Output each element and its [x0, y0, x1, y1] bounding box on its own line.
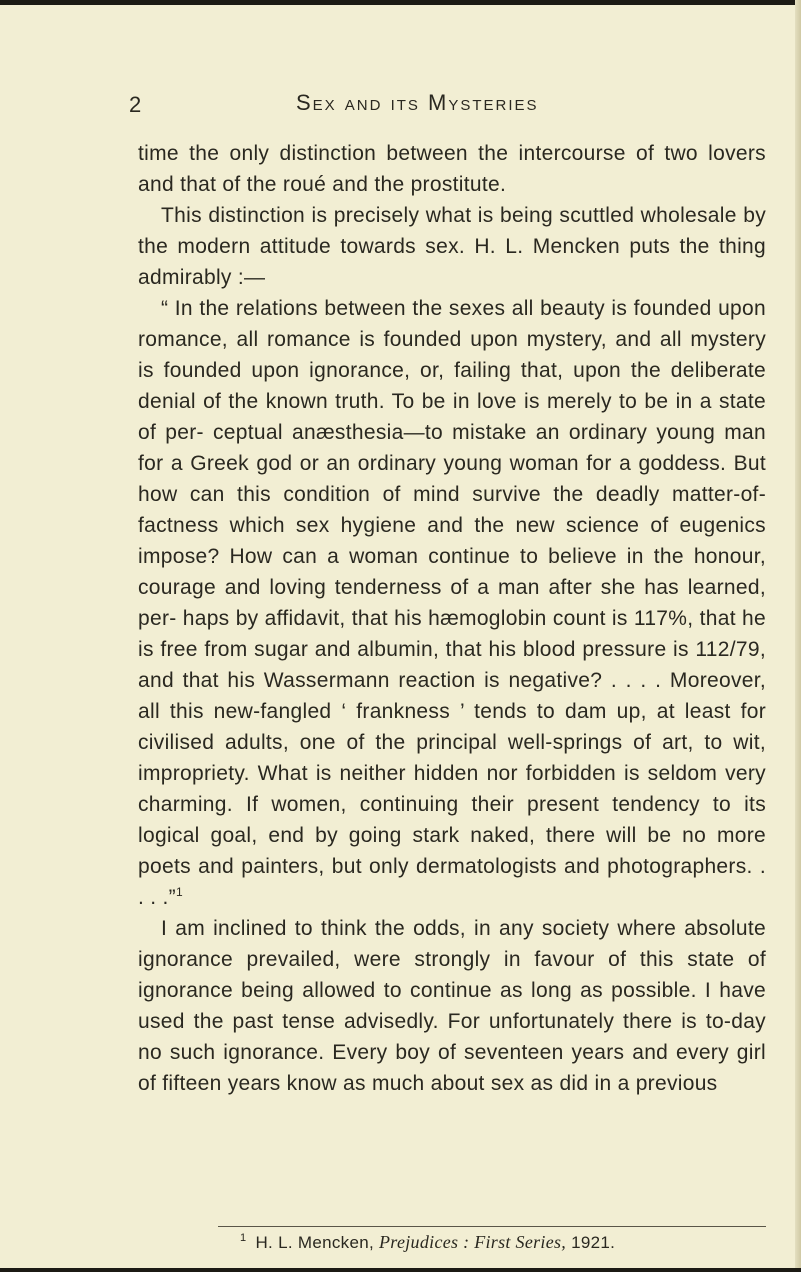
page-number: 2	[129, 92, 143, 117]
body-text	[138, 138, 766, 1099]
footnote-author: H. L. Mencken,	[255, 1233, 374, 1252]
paragraph: This distinction is precisely what is being scuttled wholesale by the modern attitude towards sex. H. L. Mencken puts the thing admirably :—	[138, 204, 766, 289]
paragraph: I am inclined to think the odds, in any society where absolute ignorance prevailed, were strongly in favour of this state of ignorance being allowed to continue as long as possible. I have used the past tense advisedly. For unfortunately there is to-day no such ignorance. Every boy of seventeen years and every girl of fifteen years know as much about sex as did in a previous	[138, 917, 766, 1095]
footnote-mark: 1	[240, 1232, 247, 1245]
quote-text: “ In the relations between the sexes all beauty is founded upon romance, all romance is founded upon mystery, and all mystery is founded upon ignorance, or, failing that, upon the deliberate denial of the known truth. To be in love is merely to be in a state of per- ceptual anæsthesia—to mistake an ordinary young man for a Greek god or an ordinary young woman for a goddess. But how can this condition of mind survive the deadly matter-of-factness which sex hygiene and the new science of eugenics impose? How can a woman continue to believe in the honour, courage and loving tenderness of a man after she has learned, per- haps by affidavit, that his hæmoglobin count is 117%, that he is free from sugar and albumin, that his blood pressure is 112/79, and that his Wassermann reaction is negative? . . . . Moreover, all this new-fangled ‘ frankness ’ tends to dam up, at least for civilised adults, one of the principal well-springs of art, to wit, impropriety. What is neither hidden nor forbidden is seldom very charming. If women, continuing their present tendency to its logical goal, end by going stark naked, there will be no more poets and painters, but only dermatologists and photographers. . . . .”	[138, 297, 766, 909]
footnote-year: 1921.	[571, 1233, 616, 1252]
footnote	[240, 1232, 615, 1253]
running-head: Sex and its Mysteries	[296, 90, 539, 115]
page-right-edge	[795, 0, 801, 1272]
footnote-reference: 1	[175, 885, 183, 899]
footnote-title: Prejudices : First Series,	[379, 1232, 567, 1252]
page-bottom-edge	[0, 1268, 801, 1272]
paragraph: time the only distinction between the intercourse of two lovers and that of the roué and the prostitute.	[138, 142, 766, 196]
footnote-rule	[218, 1226, 766, 1227]
quote-paragraph	[138, 293, 766, 913]
page-top-edge	[0, 0, 801, 5]
page-header	[0, 90, 801, 122]
